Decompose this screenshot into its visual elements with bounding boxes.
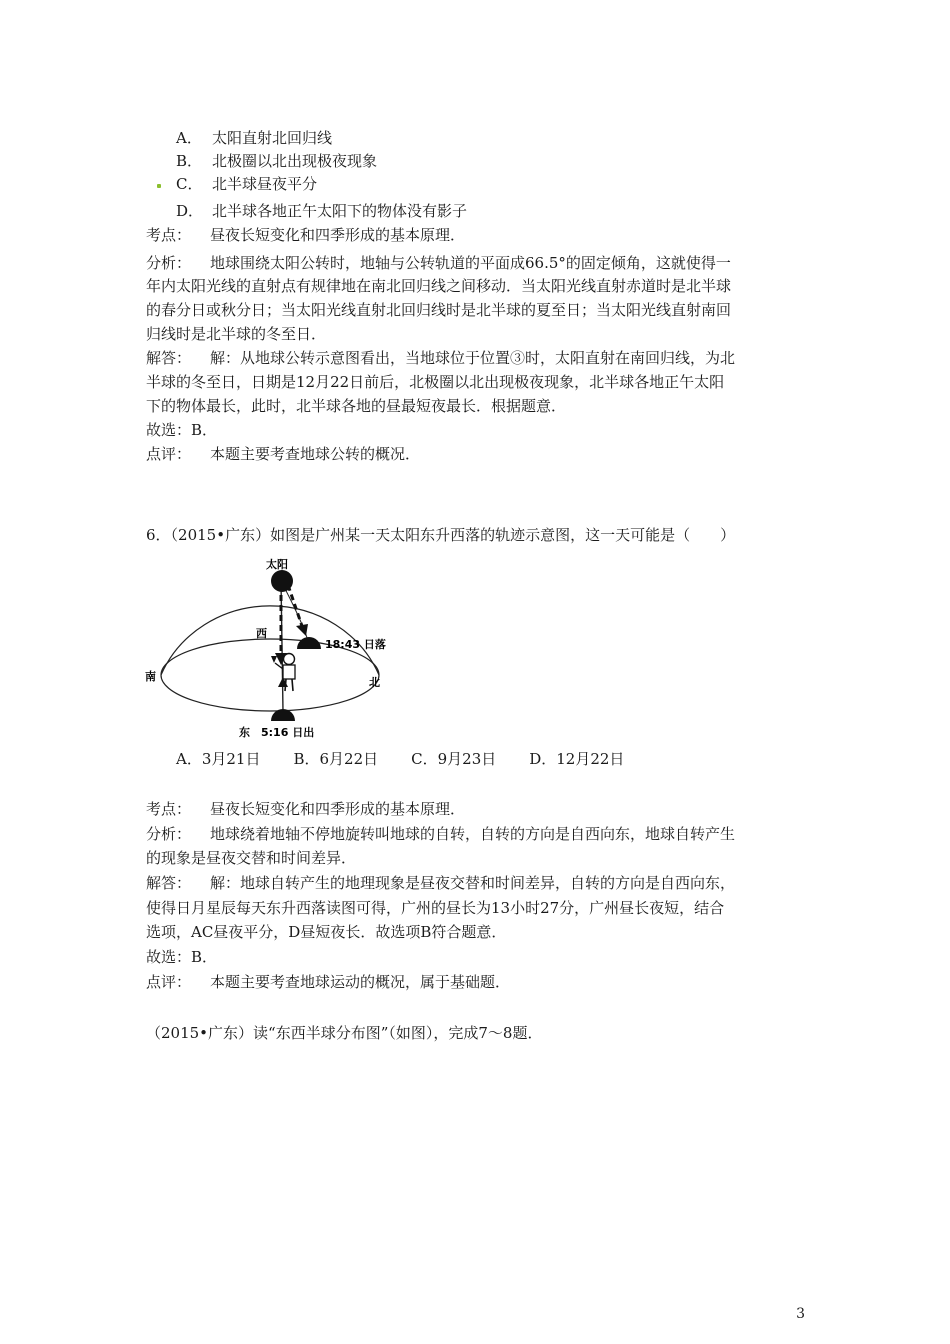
dianping-text: 本题主要考查地球运动的概况，属于基础题．	[210, 973, 511, 991]
q5-fenxi-line-2: 年内太阳光线的直射点有规律地在南北回归线之间移动．当太阳光线直射赤道时是北半球	[146, 277, 732, 295]
jieda-text: 解：从地球公转示意图看出，当地球位于位置③时，太阳直射在南回归线，为北	[210, 349, 736, 367]
dianping-label: 点评：	[146, 445, 192, 463]
q6-choices	[176, 749, 657, 769]
option-text: 北半球昼夜平分	[212, 175, 318, 193]
label-sunrise: 5:16 日出	[261, 726, 315, 739]
jieda-label: 解答：	[146, 349, 192, 367]
q6-dianping	[146, 972, 510, 992]
sunset-sun-icon	[297, 637, 321, 649]
q5-jieda-line-2: 半球的冬至日，日期是12月22日前后，北极圈以北出现极夜现象，北半球各地正午太阳	[146, 373, 725, 391]
q6-fenxi-line-2: 的现象是昼夜交替和时间差异．	[146, 849, 357, 867]
q5-option-a	[176, 128, 332, 148]
choice-b: B．6月22日	[293, 750, 379, 768]
sun-path-diagram	[143, 553, 393, 745]
arrow-head-sunset	[296, 624, 308, 636]
dianping-text: 本题主要考查地球公转的概况．	[210, 445, 421, 463]
page-number: 3	[796, 1306, 805, 1322]
q6-jieda-line-2: 使得日月星辰每天东升西落读图可得，广州的昼长为13小时27分，广州昼长夜短，结合	[146, 899, 725, 917]
q6-guxuan: 故选：B．	[146, 948, 218, 966]
option-letter: D．	[176, 202, 204, 220]
q5-fenxi-line-3: 的春分日或秋分日；当太阳光线直射北回归线时是北半球的夏至日；当太阳光线直射南回	[146, 301, 732, 319]
option-text: 北极圈以北出现极夜现象	[212, 152, 378, 170]
label-west: 西	[256, 627, 267, 640]
fenxi-label: 分析：	[146, 254, 192, 272]
jieda-text: 解：地球自转产生的地理现象是昼夜交替和时间差异，自转的方向是自西向东，	[210, 874, 736, 892]
q5-fenxi-line-1	[146, 253, 731, 273]
jieda-label: 解答：	[146, 874, 192, 892]
q5-jieda-line-1	[146, 348, 735, 368]
q78-intro: （2015•广东）读“东西半球分布图”（如图），完成7～8题．	[146, 1024, 543, 1042]
q6-kaodian	[146, 799, 465, 819]
sun-icon	[271, 570, 293, 592]
q6-jieda-line-3: 选项，AC昼夜平分，D昼短夜长．故选项B符合题意．	[146, 923, 507, 941]
fenxi-text: 地球绕着地轴不停地旋转叫地球的自转，自转的方向是自西向东，地球自转产生	[210, 825, 736, 843]
option-letter: B．	[176, 152, 203, 170]
option-text: 北半球各地正午太阳下的物体没有影子	[212, 202, 468, 220]
fenxi-text: 地球围绕太阳公转时，地轴与公转轨道的平面成66.5°的固定倾角，这就使得一	[210, 254, 731, 272]
label-north: 北	[369, 676, 380, 689]
dianping-label: 点评：	[146, 973, 192, 991]
option-text: 太阳直射北回归线	[212, 129, 333, 147]
q5-kaodian	[146, 225, 465, 245]
q5-jieda-line-3: 下的物体最长，此时，北半球各地的昼最短夜最长．根据题意．	[146, 397, 567, 415]
q5-option-d	[176, 201, 467, 221]
q5-fenxi-line-4: 归线时是北半球的冬至日．	[146, 325, 327, 343]
choice-d: D．12月22日	[529, 750, 625, 768]
q6-jieda-line-1	[146, 873, 735, 893]
q6-fenxi-line-1	[146, 824, 735, 844]
q5-option-c	[176, 174, 317, 194]
marker-dot	[157, 184, 161, 188]
label-south: 南	[145, 670, 156, 683]
kaodian-text: 昼夜长短变化和四季形成的基本原理．	[210, 800, 466, 818]
kaodian-text: 昼夜长短变化和四季形成的基本原理．	[210, 226, 466, 244]
choice-c: C．9月23日	[411, 750, 497, 768]
q6-stem: 6．（2015•广东）如图是广州某一天太阳东升西落的轨迹示意图，这一天可能是（ ）	[146, 526, 736, 544]
q5-dianping	[146, 444, 420, 464]
choice-a: A．3月21日	[176, 750, 261, 768]
option-letter: A．	[176, 129, 202, 147]
label-sun: 太阳	[266, 558, 288, 571]
kaodian-label: 考点：	[146, 226, 192, 244]
label-east: 东	[239, 726, 250, 739]
fenxi-label: 分析：	[146, 825, 192, 843]
option-letter: C．	[176, 175, 203, 193]
label-sunset: 18:43 日落	[325, 638, 386, 651]
kaodian-label: 考点：	[146, 800, 192, 818]
q5-option-b	[176, 151, 377, 171]
q5-guxuan: 故选：B．	[146, 421, 218, 439]
